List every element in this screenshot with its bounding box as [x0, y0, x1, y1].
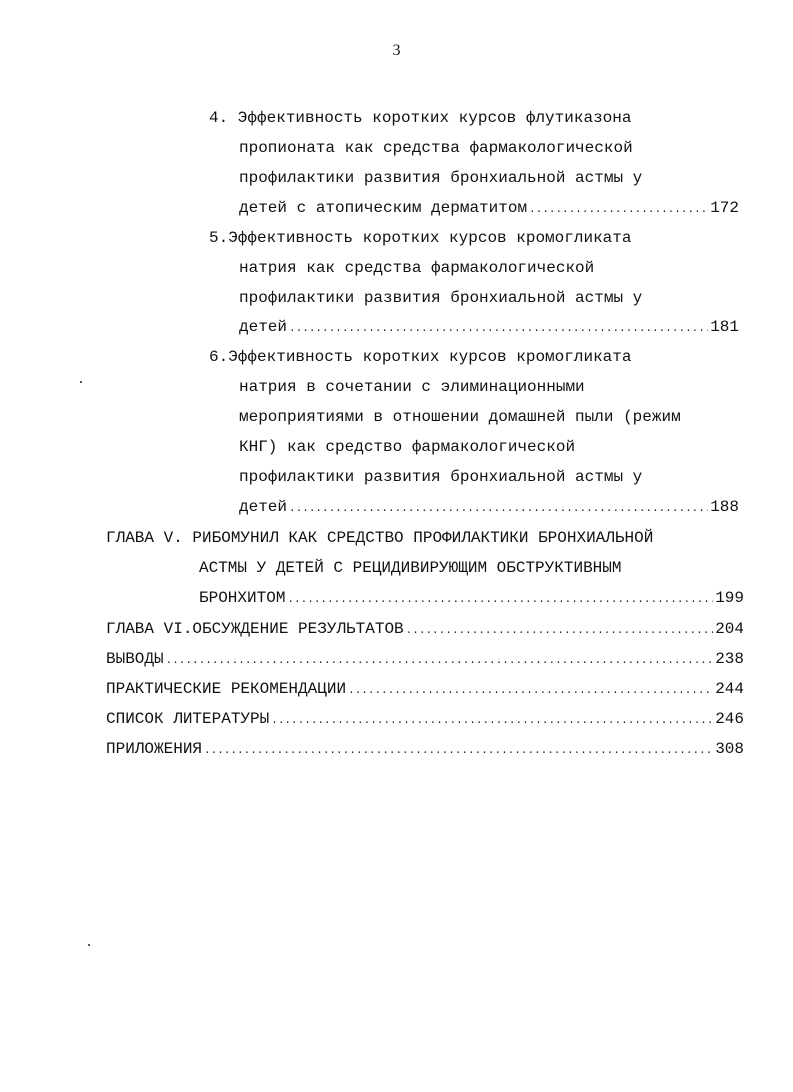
- toc-literature-page: 246: [715, 710, 744, 728]
- toc-recommendations-page: 244: [715, 680, 744, 698]
- toc-entry-5-line-3: профилактики развития бронхиальной астмы у: [239, 289, 643, 307]
- toc-entry-5-page: 181: [710, 318, 739, 336]
- toc-entry-6-line-5: профилактики развития бронхиальной астмы у: [239, 468, 643, 486]
- dot-leader: [289, 497, 708, 521]
- toc-literature: СПИСОК ЛИТЕРАТУРЫ ..... 246: [106, 707, 744, 731]
- toc-entry-4-line-2: пропионата как средства фармакологической: [239, 139, 633, 157]
- dot-leader: [529, 198, 708, 222]
- toc-chapter-6-page: 204: [715, 620, 744, 638]
- dot-leader: [166, 649, 714, 673]
- toc-chapter-5-line-1: ГЛАВА V. РИБОМУНИЛ КАК СРЕДСТВО ПРОФИЛАКТИКИ БРОНХИАЛЬНОЙ: [106, 529, 654, 547]
- scan-speck: [80, 381, 82, 383]
- toc-chapter-5-line-2: АСТМЫ У ДЕТЕЙ С РЕЦИДИВИРУЮЩИМ ОБСТРУКТИВНЫМ: [199, 559, 622, 577]
- dot-leader: [348, 679, 713, 703]
- dot-leader: [271, 709, 713, 733]
- dot-leader: [289, 317, 708, 341]
- toc-chapter-5-page: 199: [715, 589, 744, 607]
- toc-entry-5-line-1: 5.Эффективность коротких курсов кромогликата: [209, 229, 632, 247]
- toc-entry-6-line-3: мероприятиями в отношении домашней пыли (режим: [239, 408, 681, 426]
- toc-chapter-6: ГЛАВА VI.ОБСУЖДЕНИЕ РЕЗУЛЬТАТОВ ..... 204: [106, 617, 744, 641]
- toc-recommendations: ПРАКТИЧЕСКИЕ РЕКОМЕНДАЦИИ ..... 244: [106, 677, 744, 701]
- toc-entry-6-line-2: натрия в сочетании с элиминационными: [239, 378, 585, 396]
- toc-entry-5-line-4: детей ..... 181: [239, 315, 739, 339]
- toc-entry-5-line-2: натрия как средства фармакологической: [239, 259, 595, 277]
- toc-entry-4-line-4: детей с атопическим дерматитом ..... 172: [239, 196, 739, 220]
- toc-entry-6-line-4: КНГ) как средство фармакологической: [239, 438, 576, 456]
- toc-entry-4-line-1: 4. Эффективность коротких курсов флутиказона: [209, 109, 632, 127]
- toc-entry-6-line-6: детей ..... 188: [239, 495, 739, 519]
- toc-conclusions-page: 238: [715, 650, 744, 668]
- toc-entry-4-line-3: профилактики развития бронхиальной астмы у: [239, 169, 643, 187]
- page-number: 3: [392, 42, 401, 59]
- toc-entry-6-page: 188: [710, 498, 739, 516]
- toc-entry-6-line-1: 6.Эффективность коротких курсов кромогликата: [209, 348, 632, 366]
- toc-conclusions: ВЫВОДЫ ..... 238: [106, 647, 744, 671]
- toc-entry-4-page: 172: [710, 199, 739, 217]
- dot-leader: [287, 588, 713, 612]
- toc-appendices: ПРИЛОЖЕНИЯ ..... 308: [106, 737, 744, 761]
- dot-leader: [406, 619, 714, 643]
- toc-chapter-5-line-3: БРОНХИТОМ ..... 199: [199, 586, 744, 610]
- dot-leader: [204, 739, 713, 763]
- scan-speck: [88, 944, 90, 946]
- toc-appendices-page: 308: [715, 740, 744, 758]
